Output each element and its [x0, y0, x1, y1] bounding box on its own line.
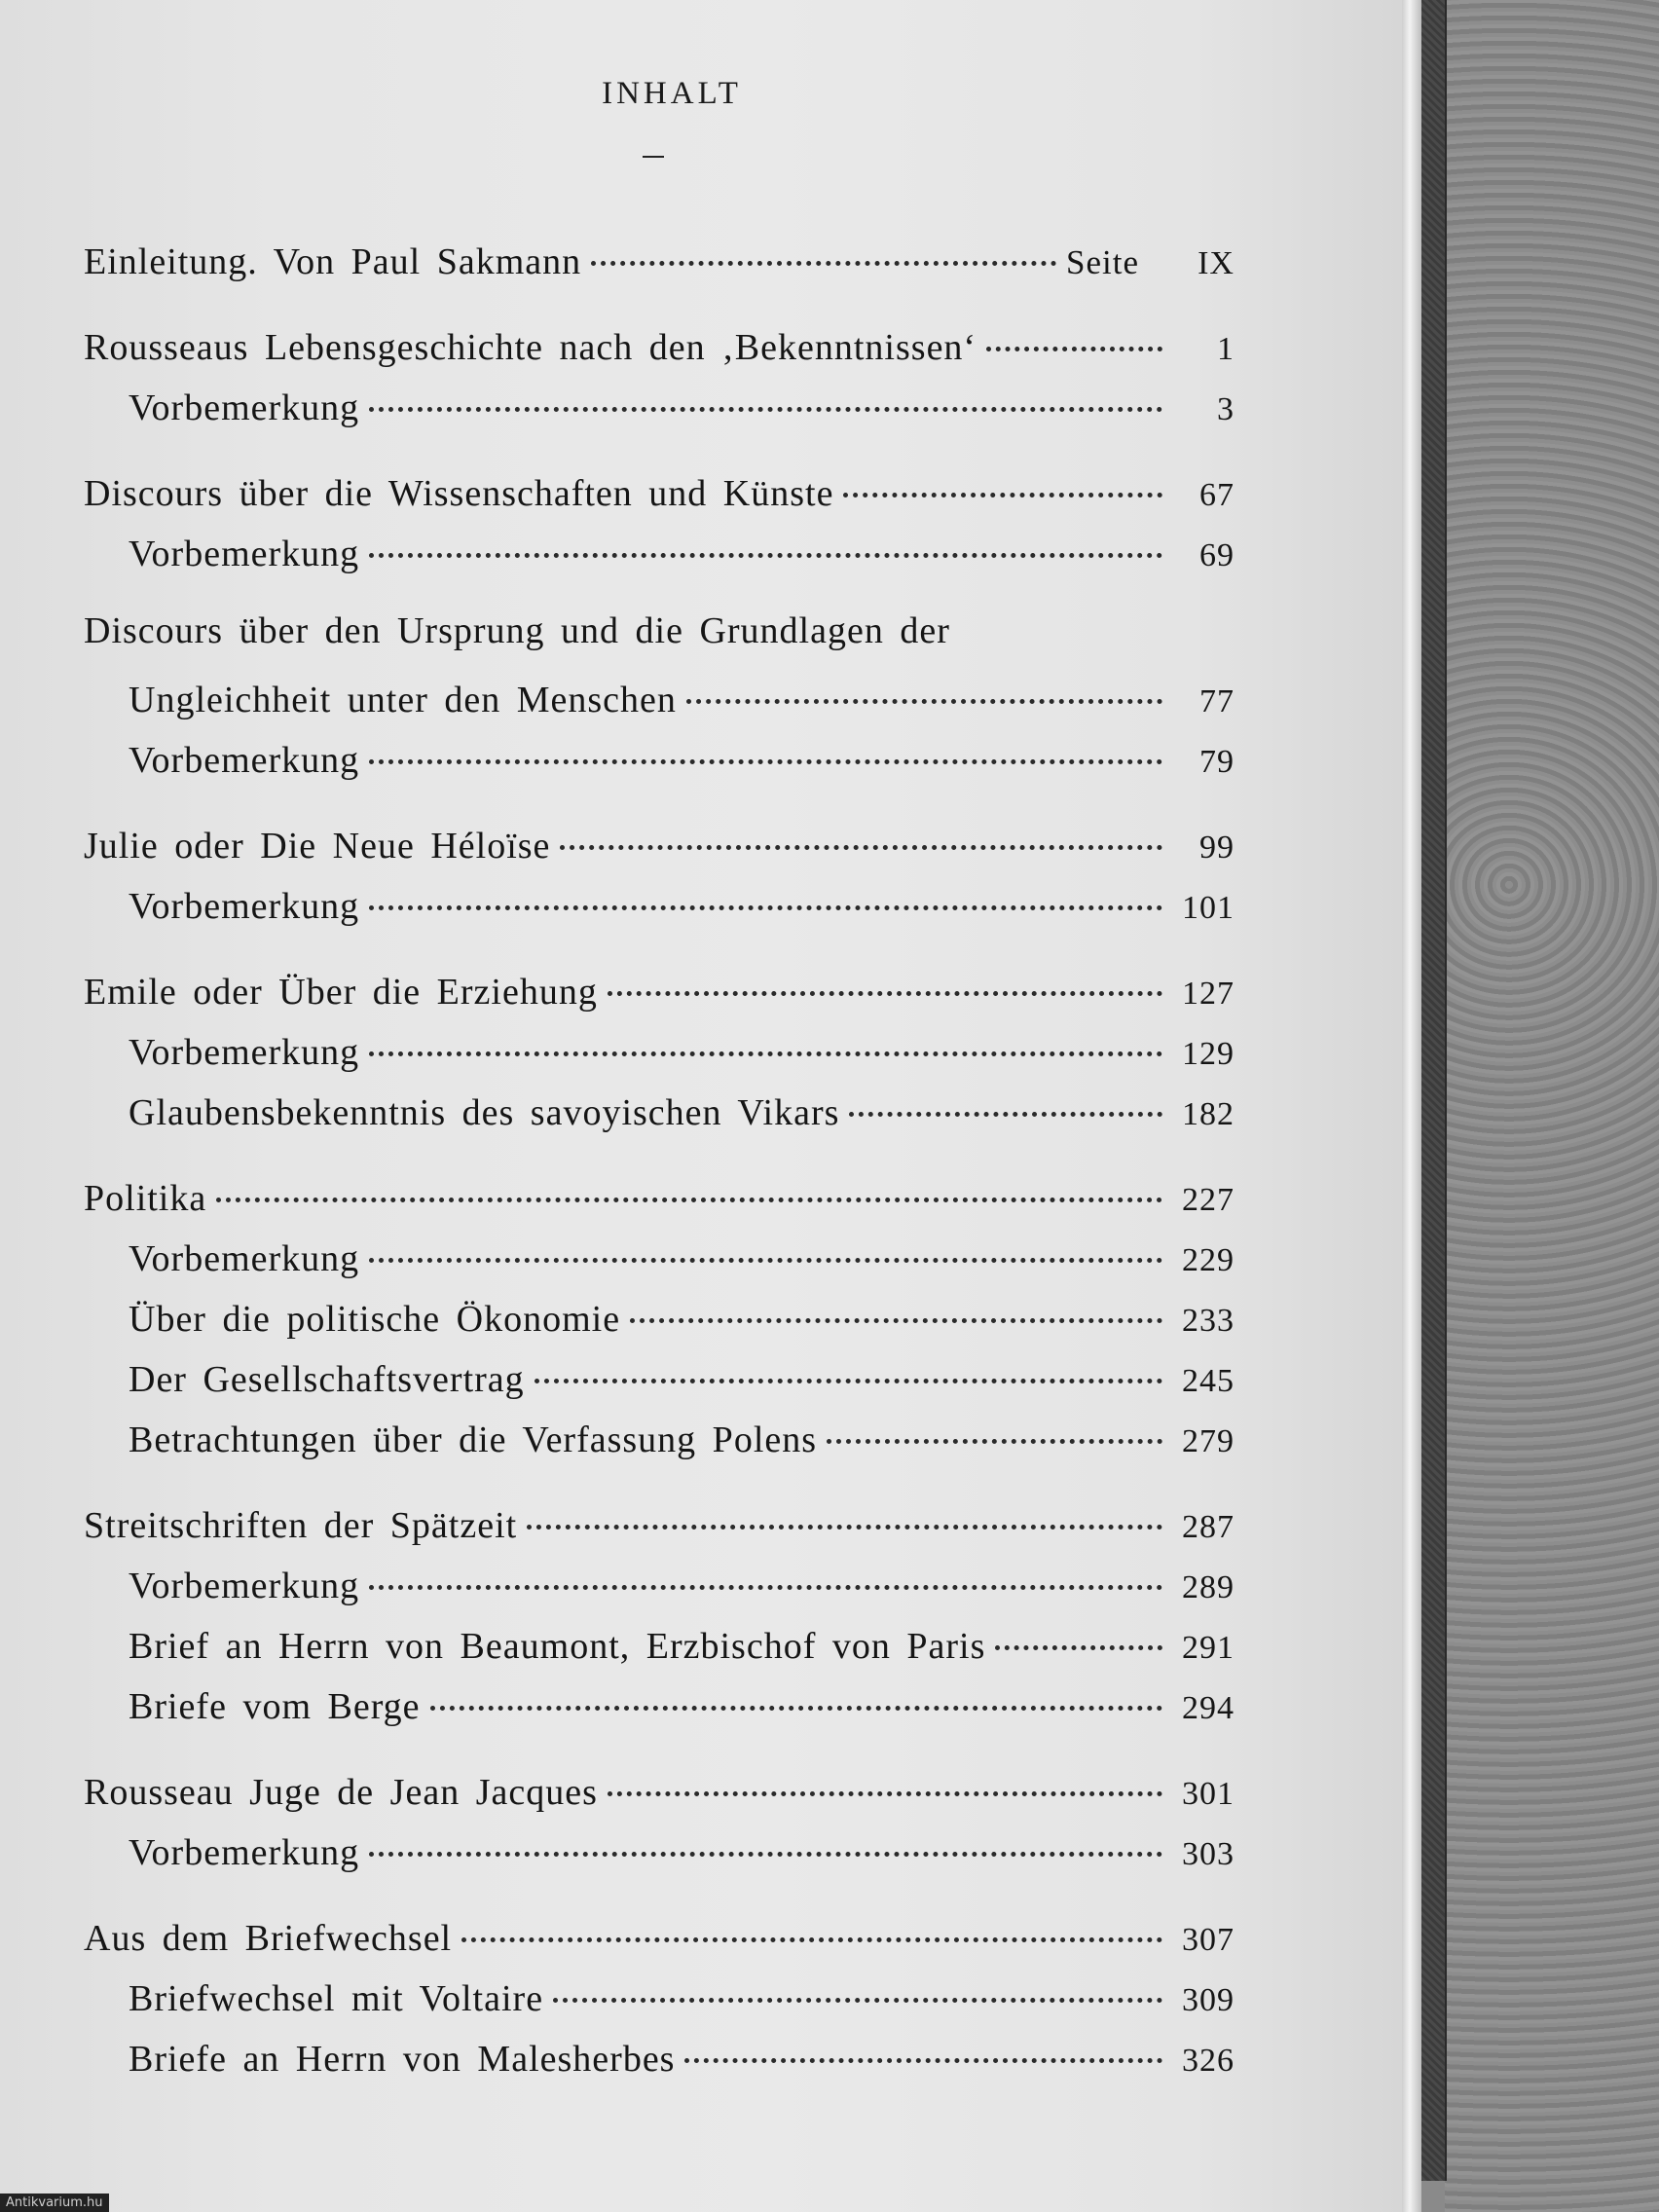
dot-leader: [560, 808, 1162, 850]
dot-leader: [827, 1402, 1162, 1444]
dot-leader: [369, 868, 1162, 910]
toc-page-number: 287: [1182, 1509, 1235, 1545]
dot-leader: [369, 1221, 1162, 1263]
toc-entry-label: Vorbemerkung: [129, 387, 360, 428]
dot-leader: [630, 1281, 1162, 1323]
dot-leader: [527, 1488, 1162, 1530]
toc-sub-entry: [84, 1677, 1235, 1737]
toc-sub-entry: [84, 730, 1235, 791]
toc-page-number: 289: [1182, 1569, 1235, 1605]
toc-sub-entry: [84, 524, 1235, 584]
toc-sub-entry: [84, 1349, 1235, 1410]
toc-sub-entry: [84, 1083, 1235, 1143]
toc-entry-label: Vorbemerkung: [129, 1238, 360, 1279]
toc-entry-label: Ungleichheit unter den Menschen: [129, 680, 677, 720]
toc-page-number: 182: [1182, 1096, 1235, 1132]
toc-page-number: 3: [1217, 391, 1235, 427]
dot-leader: [369, 722, 1162, 764]
toc-entry-label: Der Gesellschaftsvertrag: [129, 1359, 525, 1400]
toc-entry-label: Discours über den Ursprung und die Grundlagen der: [84, 610, 950, 651]
toc-groups: [84, 317, 1235, 2089]
toc-group: [84, 609, 1235, 791]
dot-leader: [430, 1669, 1162, 1711]
dot-leader: [995, 1608, 1162, 1650]
toc-sub-entry: [84, 1289, 1235, 1349]
toc-sub-entry: [84, 1556, 1235, 1616]
dot-leader: [369, 370, 1162, 412]
watermark: Antikvarium.hu: [0, 2194, 109, 2212]
toc-main-entry: [84, 463, 1235, 524]
toc-page-number: 301: [1182, 1776, 1235, 1812]
toc-sub-entry: [84, 670, 1235, 730]
toc-entry-label: Vorbemerkung: [129, 534, 360, 574]
toc-page-number: 77: [1199, 683, 1235, 719]
toc-sub-entry: [84, 876, 1235, 937]
toc-entry-label: Über die politische Ökonomie: [129, 1299, 621, 1340]
toc-page-number: 291: [1182, 1630, 1235, 1666]
dot-leader: [216, 1161, 1162, 1202]
page-title: INHALT: [602, 76, 742, 111]
background-surface: [1445, 0, 1659, 2212]
toc-entry-label: Briefwechsel mit Voltaire: [129, 1978, 544, 2019]
toc-sub-entry: [84, 2029, 1235, 2089]
dot-leader: [684, 2021, 1162, 2063]
dot-leader: [461, 1900, 1162, 1942]
toc-entry-label: Julie oder Die Neue Héloïse: [84, 826, 551, 866]
toc-entry-label: Vorbemerkung: [129, 740, 360, 781]
dot-leader: [849, 1075, 1162, 1117]
toc-page-number: 245: [1182, 1363, 1235, 1399]
toc-page-number: 1: [1217, 331, 1235, 367]
seite-label: Seite: [1066, 243, 1139, 281]
toc-group: [84, 1908, 1235, 2089]
toc-sub-entry: [84, 1410, 1235, 1470]
toc-page-number: 326: [1182, 2043, 1235, 2079]
toc-sub-entry: [84, 378, 1235, 438]
toc-entry-label: Streitschriften der Spätzeit: [84, 1505, 518, 1546]
toc-entry-label: Rousseau Juge de Jean Jacques: [84, 1772, 598, 1813]
toc-intro-entry: [84, 232, 1235, 292]
toc-sub-entry: [84, 1229, 1235, 1289]
toc-main-entry: [84, 1908, 1235, 1969]
toc-page-number: 309: [1182, 1982, 1235, 2018]
toc-main-entry: [84, 1168, 1235, 1229]
toc-entry-label: Glaubensbekenntnis des savoyischen Vikars: [129, 1092, 840, 1133]
toc-page-number: IX: [1198, 245, 1235, 281]
toc-entry-label: Briefe vom Berge: [129, 1686, 421, 1727]
toc-group: [84, 1495, 1235, 1737]
toc-intro-group: [84, 232, 1235, 292]
toc-page-number: 227: [1182, 1182, 1235, 1218]
toc-sub-entry: [84, 1616, 1235, 1677]
toc-entry-label: Rousseaus Lebensgeschichte nach den ‚Bekenntnissen‘: [84, 327, 977, 368]
toc-page-number: 303: [1182, 1836, 1235, 1872]
toc-entry-label: Brief an Herrn von Beaumont, Erzbischof von Paris: [129, 1626, 986, 1667]
dot-leader: [369, 1548, 1162, 1590]
dot-leader: [608, 1754, 1162, 1796]
toc-entry-label: Discours über die Wissenschaften und Künste: [84, 473, 834, 514]
toc-page-number: 67: [1199, 477, 1235, 513]
toc-entry-label: Aus dem Briefwechsel: [84, 1918, 453, 1959]
toc-page-number: 127: [1182, 976, 1235, 1012]
toc-group: [84, 317, 1235, 438]
toc-page-number: 279: [1182, 1423, 1235, 1459]
toc-page-number: 101: [1182, 890, 1235, 926]
toc-entry-label: Politika: [84, 1178, 207, 1219]
toc-sub-entry: [84, 1969, 1235, 2029]
dot-leader: [369, 516, 1162, 558]
page-edge: [1402, 0, 1421, 2212]
dot-leader: [843, 456, 1162, 498]
toc-main-entry: [84, 962, 1235, 1022]
dot-leader: [369, 1014, 1162, 1056]
dot-leader: [535, 1342, 1162, 1383]
toc-sub-entry: [84, 1022, 1235, 1083]
dot-leader: [369, 1815, 1162, 1857]
dot-leader: [608, 954, 1162, 996]
toc-main-entry: [84, 816, 1235, 876]
table-of-contents: [84, 232, 1235, 2115]
toc-entry-label: Einleitung. Von Paul Sakmann: [84, 241, 582, 282]
title-divider: [643, 156, 664, 158]
toc-group: [84, 962, 1235, 1143]
toc-entry-label: Emile oder Über die Erziehung: [84, 972, 598, 1013]
toc-entry-label: Vorbemerkung: [129, 1566, 360, 1606]
toc-entry-label: Vorbemerkung: [129, 1832, 360, 1873]
toc-entry-label: Vorbemerkung: [129, 886, 360, 927]
toc-group: [84, 463, 1235, 584]
dot-leader: [686, 662, 1162, 704]
toc-page-number: 229: [1182, 1242, 1235, 1278]
toc-group: [84, 1168, 1235, 1470]
toc-group: [84, 1762, 1235, 1883]
toc-page-number: 129: [1182, 1036, 1235, 1072]
toc-page-number: 99: [1199, 830, 1235, 866]
dot-leader: [553, 1961, 1162, 2003]
toc-page-number: 307: [1182, 1922, 1235, 1958]
toc-main-entry: [84, 609, 1235, 670]
toc-group: [84, 816, 1235, 937]
toc-main-entry: [84, 1762, 1235, 1823]
dot-leader: [986, 310, 1162, 351]
toc-sub-entry: [84, 1823, 1235, 1883]
toc-entry-label: Briefe an Herrn von Malesherbes: [129, 2039, 676, 2080]
toc-entry-label: Betrachtungen über die Verfassung Polens: [129, 1419, 818, 1460]
dot-leader: [591, 224, 1056, 266]
toc-main-entry: [84, 1495, 1235, 1556]
toc-page-number: 233: [1182, 1303, 1235, 1339]
toc-entry-label: Vorbemerkung: [129, 1032, 360, 1073]
toc-page-number: 294: [1182, 1690, 1235, 1726]
toc-page-number: 69: [1199, 537, 1235, 573]
toc-main-entry: [84, 317, 1235, 378]
toc-page-number: 79: [1199, 744, 1235, 780]
